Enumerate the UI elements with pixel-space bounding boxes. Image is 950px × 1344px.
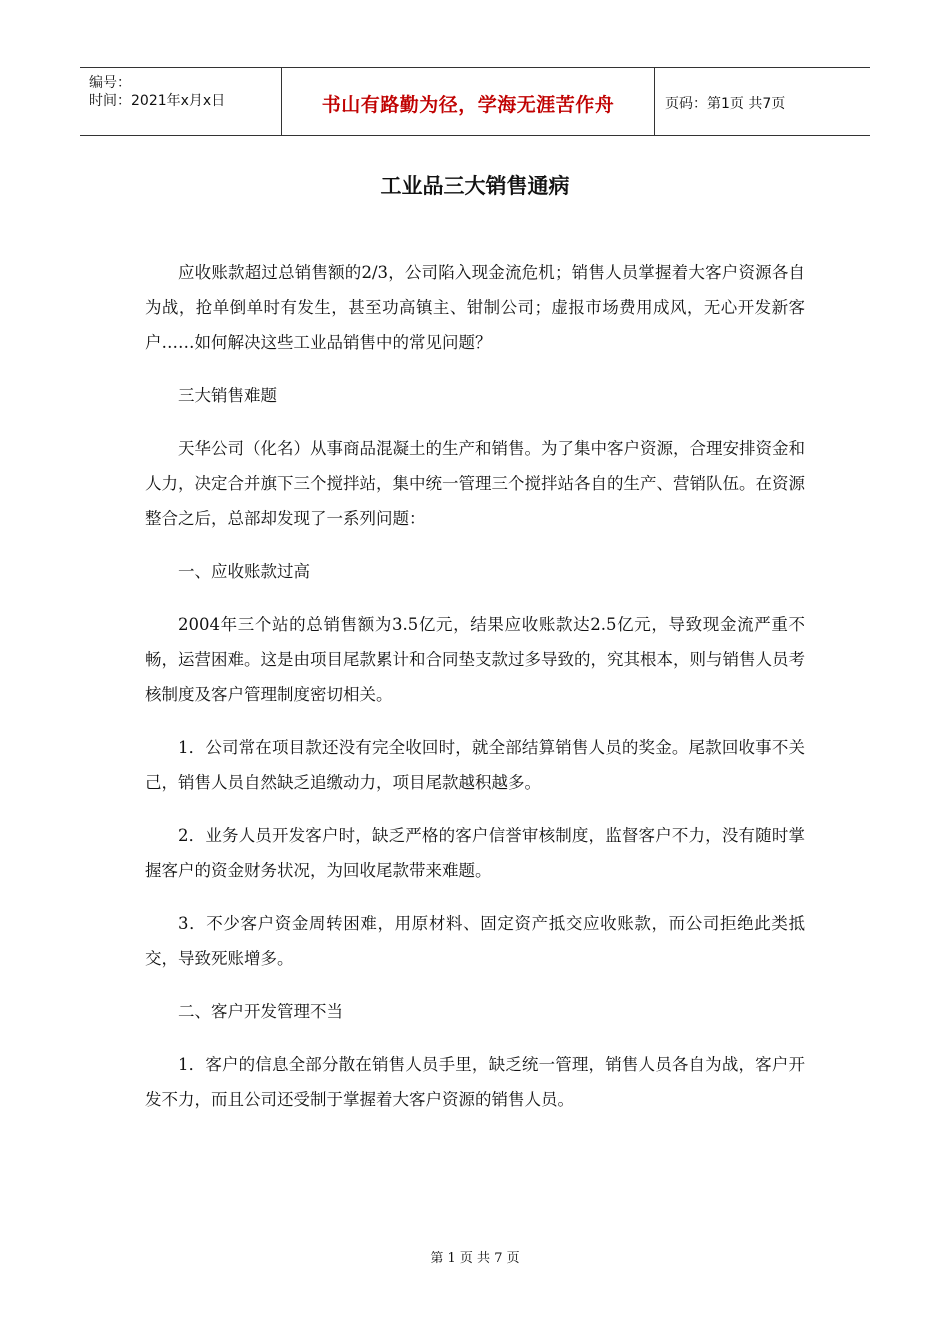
header-meta (80, 68, 281, 135)
motto-text: 书山有路勤为径，学海无涯苦作舟 (321, 93, 615, 116)
list-item: 1．公司常在项目款还没有完全收回时，就全部结算销售人员的奖金。尾款回收事不关己，销售人员自然缺乏追缴动力，项目尾款越积越多。 (145, 738, 805, 792)
document-header (80, 67, 870, 136)
header-page-info (655, 68, 870, 135)
heading-three-problems: 三大销售难题 (178, 386, 277, 405)
document-title: 工业品三大销售通病 (380, 174, 570, 198)
list-item: 3．不少客户资金周转困难，用原材料、固定资产抵交应收账款，而公司拒绝此类抵交，导致死账增多。 (145, 914, 805, 968)
heading-section-one: 一、应收账款过高 (178, 562, 310, 581)
number-label: 编号： (89, 75, 131, 91)
paragraph-receivables: 2004年三个站的总销售额为3.5亿元，结果应收账款达2.5亿元，导致现金流严重不畅，运营困难。这是由项目尾款累计和合同垫支款过多导致的，究其根本，则与销售人员考核制度及客户管理制度密切相关。 (145, 615, 805, 704)
heading-section-two: 二、客户开发管理不当 (178, 1002, 343, 1021)
header-motto-cell (281, 68, 655, 135)
list-item: 1．客户的信息全部分散在销售人员手里，缺乏统一管理，销售人员各自为战，客户开发不力，而且公司还受制于掌握着大客户资源的销售人员。 (145, 1055, 805, 1109)
page-info-text: 页码：第1页 共7页 (665, 96, 786, 112)
list-item: 2．业务人员开发客户时，缺乏严格的客户信誉审核制度，监督客户不力，没有随时掌握客户的资金财务状况，为回收尾款带来难题。 (145, 826, 805, 880)
time-label: 时间：2021年x月x日 (89, 93, 226, 109)
paragraph-intro: 应收账款超过总销售额的2/3，公司陷入现金流危机；销售人员掌握着大客户资源各自为战，抢单倒单时有发生，甚至功高镇主、钳制公司；虚报市场费用成风，无心开发新客户……如何解决这些工业品销售中的常见问题？ (145, 263, 805, 352)
document-body (145, 255, 805, 1135)
paragraph-case-background: 天华公司（化名）从事商品混凝土的生产和销售。为了集中客户资源，合理安排资金和人力，决定合并旗下三个搅拌站，集中统一管理三个搅拌站各自的生产、营销队伍。在资源整合之后，总部却发现了一系列问题： (145, 439, 805, 528)
page-footer: 第 1 页 共 7 页 (430, 1251, 520, 1266)
